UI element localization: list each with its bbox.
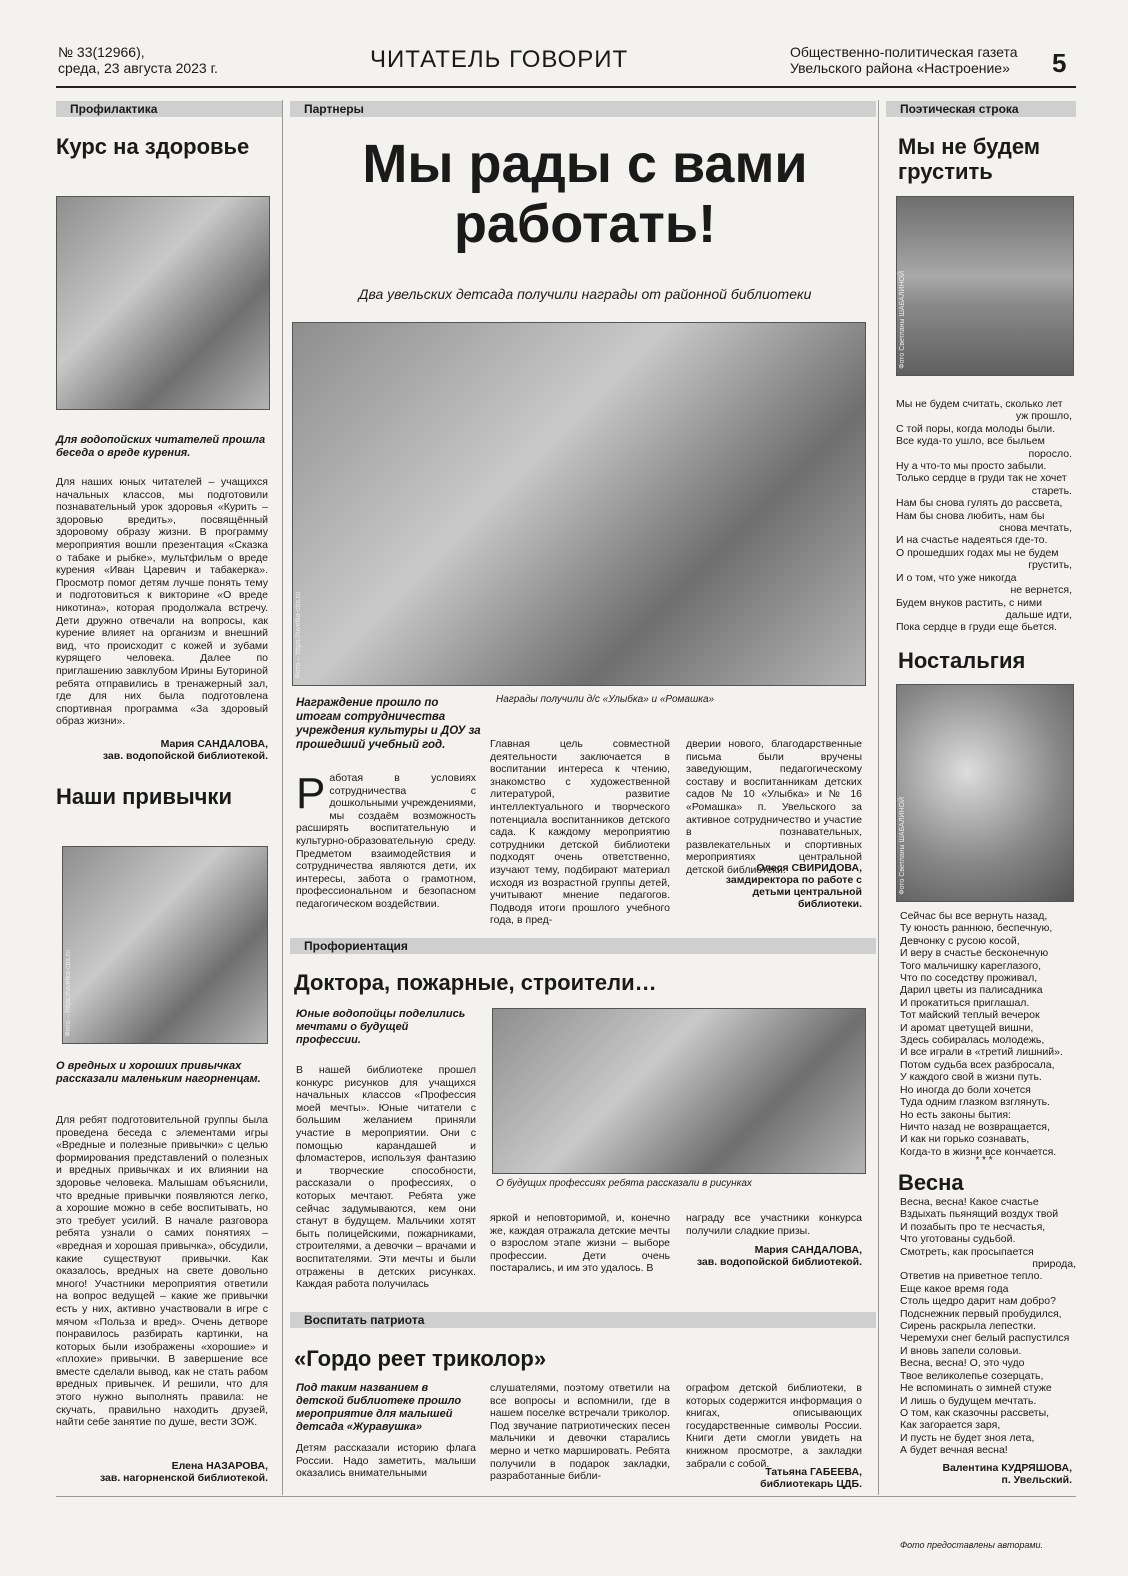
poem-line: Ничто назад не возвращается, bbox=[900, 1120, 1050, 1133]
poem-line: И о том, что уже никогда bbox=[896, 571, 1017, 584]
poem-line: И вновь запели соловьи. bbox=[900, 1344, 1022, 1357]
poem-line: Дарил цветы из палисадника bbox=[900, 984, 1043, 997]
issue-info bbox=[58, 44, 218, 76]
poem-not-sad bbox=[896, 398, 1072, 634]
article-lead-professions: Юные водопойцы поделились мечтами о будущей профессии. bbox=[296, 1008, 466, 1046]
poem-line: Но иногда до боли хочется bbox=[900, 1083, 1031, 1096]
page-rubric: ЧИТАТЕЛЬ ГОВОРИТ bbox=[370, 46, 629, 73]
poem-line: И прокатиться приглашал. bbox=[900, 996, 1030, 1009]
page-number: 5 bbox=[1052, 48, 1067, 78]
article-body-tricolor-2: слушателями, поэтому ответили на все вопросы и вспомнили, где в нашем поселке встречали триколор. Под звучание патриотических песен мальчики и девочки старались мерно и четко маршировать. Ребята получили в подарок закладки, разработанные библи- bbox=[490, 1382, 670, 1483]
article-title-tricolor: «Гордо реет триколор» bbox=[294, 1346, 547, 1371]
poem-line: Еще какое время года bbox=[900, 1282, 1009, 1295]
photo-drawings bbox=[492, 1008, 866, 1174]
article-title-professions: Доктора, пожарные, строители… bbox=[294, 970, 657, 995]
column-divider-right bbox=[878, 100, 879, 1495]
drop-cap: Р bbox=[296, 769, 326, 818]
poem-line: Что уготованы судьбой. bbox=[900, 1233, 1016, 1246]
signature-name: Валентина КУДРЯШОВА, bbox=[942, 1462, 1072, 1474]
poem-nostalgia bbox=[900, 910, 1076, 1158]
poem-line: Столь щедро дарит нам добро? bbox=[900, 1295, 1056, 1308]
photo-credit: Фото Светланы ШАБАЛИНОЙ bbox=[899, 271, 906, 369]
poem-line: О том, как сказочны рассветы, bbox=[900, 1406, 1050, 1419]
article-lead-health: Для водопойских читателей прошла беседа о вреде курения. bbox=[56, 434, 266, 459]
poem-line: Здесь собиралась молодежь, bbox=[900, 1034, 1045, 1047]
poem-separator: * * * bbox=[975, 1155, 993, 1166]
poem-line: И веру в счастье бесконечную bbox=[900, 947, 1049, 960]
poem-line: Мы не будем считать, сколько лет bbox=[896, 398, 1063, 410]
article-subtitle-partners: Два увельских детсада получили награды от районной библиотеки bbox=[358, 286, 812, 302]
signature-name: Мария САНДАЛОВА, bbox=[160, 738, 268, 750]
poem-line: И все играли в «третий лишний». bbox=[900, 1046, 1063, 1059]
poem-line: Смотреть, как просыпается bbox=[900, 1245, 1034, 1258]
photo-health-lesson bbox=[56, 196, 270, 410]
poem-line: снова мечтать, bbox=[999, 522, 1072, 535]
paper-line-1: Общественно-политическая газета bbox=[790, 44, 1018, 60]
body-text: аботая в условиях сотрудничества с дошкольными учреждениями, мы создаём возможность расширять воспитательную и культурно-образовательную среду. Предметом взаимодействия и сотрудничества являются дети, их интересы, забота о грамотном, профессиональном и безопасном педагогическом воздействии. bbox=[296, 772, 476, 910]
poem-line: Ну а что-то мы просто забыли. bbox=[896, 460, 1047, 473]
poem-title-not-sad: Мы не будем грустить bbox=[898, 134, 1041, 184]
article-body-professions-2: яркой и неповторимой, и, конечно же, каждая отражала детские мечты о взрослом этапе жизни – выборе профессии. Дети очень постарались, и им это удалось. В bbox=[490, 1212, 670, 1275]
poem-line: уж прошло, bbox=[1015, 410, 1072, 423]
poem-line: Все куда-то ушло, все быльем bbox=[896, 435, 1045, 448]
section-bar-partners: Партнеры bbox=[290, 101, 876, 117]
poem-line: поросло. bbox=[1028, 447, 1072, 460]
article-body-tricolor-1: Детям рассказали историю флага России. Надо заметить, малыши оказались внимательными bbox=[296, 1442, 476, 1480]
article-lead-habits: О вредных и хороших привычках рассказали маленьким нагорненцам. bbox=[56, 1060, 261, 1085]
poem-line: Ответив на приветное тепло. bbox=[900, 1270, 1043, 1283]
signature-poems bbox=[896, 1462, 1072, 1486]
paper-name bbox=[790, 44, 1018, 76]
signature-health bbox=[56, 738, 268, 762]
poem-line: стареть. bbox=[1031, 484, 1072, 497]
article-body-professions-3: награду все участники конкурса получили сладкие призы. bbox=[686, 1212, 862, 1237]
poem-line: природа, bbox=[1032, 1258, 1076, 1271]
poem-line: Подснежник первый пробудился, bbox=[900, 1307, 1062, 1320]
photo-award-ceremony bbox=[292, 322, 866, 686]
signature-role: замдиректора по работе с детьми центральной библиотеки. bbox=[725, 874, 862, 910]
photo-credit: Фото – https://uvelka-cbs.ru bbox=[295, 592, 302, 679]
poem-line: И позабыть про те несчастья, bbox=[900, 1220, 1046, 1233]
signature-partners bbox=[686, 862, 862, 910]
poem-line: И пусть не будет зноя лета, bbox=[900, 1431, 1035, 1444]
poem-line: Как загорается заря, bbox=[900, 1419, 1001, 1432]
poem-line: И аромат цветущей вишни, bbox=[900, 1021, 1034, 1034]
signature-place: п. Увельский. bbox=[1001, 1474, 1072, 1486]
column-divider-left bbox=[282, 100, 283, 1495]
section-bar-prevention: Профилактика bbox=[56, 101, 282, 117]
issue-date: среда, 23 августа 2023 г. bbox=[58, 60, 218, 76]
poem-line: Потом судьба всех разбросала, bbox=[900, 1058, 1055, 1071]
poem-title-spring: Весна bbox=[898, 1170, 964, 1195]
article-body-partners-1 bbox=[296, 769, 476, 911]
article-title-habits: Наши привычки bbox=[56, 784, 232, 809]
photo-credit: Фото – https://uvelka-cbs.ru bbox=[65, 950, 72, 1037]
signature-habits bbox=[56, 1460, 268, 1484]
section-bar-patriot: Воспитать патриота bbox=[290, 1312, 876, 1328]
poem-line: Черемухи снег белый распустился bbox=[900, 1332, 1070, 1345]
article-body-partners-3: дверии нового, благодарственные письма были вручены заведующим, педагогическому составу и воспитанникам детских садов № 10 «Улыбка» и № 16 «Ромашка» п. Увельского за активное сотрудничество и участие в познавательных, развлекательных и спортивных мероприятиях центральной детской библиотеки. bbox=[686, 738, 862, 876]
section-bar-poetry: Поэтическая строка bbox=[886, 101, 1076, 117]
poem-line: Твое великолепье созерцать, bbox=[900, 1369, 1044, 1382]
photo-credits-footer: Фото предоставлены авторами. bbox=[900, 1540, 1044, 1550]
poem-line: Не вспоминать о зимней стуже bbox=[900, 1382, 1052, 1395]
poem-line: Что по соседству проживал, bbox=[900, 972, 1038, 985]
poem-line: Весна, весна! Какое счастье bbox=[900, 1196, 1039, 1208]
signature-role: библиотекарь ЦДБ. bbox=[760, 1478, 862, 1490]
poem-line: Пока сердце в груди еще бьется. bbox=[896, 621, 1057, 634]
signature-role: зав. нагорненской библиотекой. bbox=[99, 1472, 268, 1484]
poem-spring bbox=[900, 1196, 1076, 1457]
signature-professions bbox=[686, 1244, 862, 1268]
paper-line-2: Увельского района «Настроение» bbox=[790, 60, 1010, 76]
poem-line: Но есть законы бытия: bbox=[900, 1108, 1011, 1121]
poem-line: Сейчас бы все вернуть назад, bbox=[900, 910, 1048, 922]
article-body-partners-2: Главная цель совместной деятельности заключается в воспитании интереса к чтению, знакомство с художественной литературой, развитие интеллектуального и творческого потенциала воспитанников детского сада. К каждому мероприятию сотрудники детской библиотеки подходят очень ответственно, изучают тему, подбирают материал исходя из возрастной группы детей, учитывают мнение педагогов. Подводя итоги прошлого учебного года, в пред- bbox=[490, 738, 670, 927]
article-title-partners: Мы рады с вами работать! bbox=[362, 134, 808, 254]
header-rule bbox=[56, 86, 1076, 88]
poem-line: А будет вечная весна! bbox=[900, 1444, 1008, 1457]
poem-line: Нам бы снова гулять до рассвета, bbox=[896, 497, 1063, 510]
signature-tricolor bbox=[686, 1466, 862, 1490]
poem-line: О прошедших годах мы не будем bbox=[896, 546, 1059, 559]
poem-line: Тот майский теплый вечерок bbox=[900, 1009, 1040, 1022]
poem-line: Когда-то в жизни все кончается. bbox=[900, 1145, 1057, 1158]
photo-caption-drawings: О будущих профессиях ребята рассказали в рисунках bbox=[496, 1178, 752, 1189]
photo-blossoms bbox=[896, 684, 1074, 902]
article-body-habits: Для ребят подготовительной группы была проведена беседа с элементами игры «Вредные и полезные привычки» с целью формирования представлений о полезных и вредных привычках и их влиянии на здоровье человека. Малышам объяснили, что вредные привычки появляются легко, а хорошие можно в себе воспитывать, но это требует усилий. В начале разговора ребята узнали о самих понятиях – «вредная и хорошая привычка», обсудили, какие существуют привычки. Как оказалось, вредных на свете довольно много! Участники мероприятия ответили на вопрос ведущей – какие же привычки есть у них, активно участвовали в игре с мячом «Польза и вред». Очень детворе понравилось разбирать картинки, на которых были изображены «хорошие» и «плохие» привычки. В завершение все вместе сделали вывод, как не стать рабом вредных привычек. И решили, что для этого нужно выполнять правила: не скучать, правильно находить друзей, найти себе занятие по душе, вести ЗОЖ. bbox=[56, 1114, 268, 1429]
signature-name: Татьяна ГАБЕЕВА, bbox=[765, 1466, 862, 1478]
photo-caption-award: Награды получили д/с «Улыбка» и «Ромашка» bbox=[496, 694, 715, 705]
poem-line: Только сердце в груди так не хочет bbox=[896, 472, 1067, 485]
poem-line: Сирень раскрыла лепестки. bbox=[900, 1320, 1037, 1333]
section-bar-career: Профориентация bbox=[290, 938, 876, 954]
poem-line: И на счастье надеяться где-то. bbox=[896, 534, 1048, 547]
poem-line: Туда одним глазком взглянуть. bbox=[900, 1096, 1051, 1109]
poem-line: Ту юность раннюю, беспечную, bbox=[900, 922, 1053, 935]
signature-name: Мария САНДАЛОВА, bbox=[754, 1244, 862, 1256]
poem-line: Вздыхать пьянящий воздух твой bbox=[900, 1208, 1059, 1221]
signature-name: Елена НАЗАРОВА, bbox=[171, 1460, 268, 1472]
poem-line: Будем внуков растить, с ними bbox=[896, 596, 1042, 609]
poem-line: грустить, bbox=[1028, 559, 1072, 572]
poem-line: Того мальчишку кареглазого, bbox=[900, 959, 1042, 972]
poem-line: не вернется, bbox=[1010, 584, 1072, 597]
photo-field-sky bbox=[896, 196, 1074, 376]
signature-role: зав. водопойской библиотекой. bbox=[696, 1256, 862, 1268]
poem-line: И лишь о будущем мечтать. bbox=[900, 1394, 1037, 1407]
article-body-health: Для наших юных читателей – учащихся начальных классов, мы подготовили познавательный урок здоровья «Курить – здоровью вредить», посвящённый здоровому образу жизни. В программу мероприятия вошли презентация «Сказка о табаке и рыбке», мультфильм о вреде курения «Иван Царевич и табакерка». Просмотр помог детям лучше понять тему и подготовиться к викторине «О вреде никотина», которая продолжала встречу. Дети дружно отвечали на вопросы, как курение влияет на организм и внешний вид, что происходит с кожей и зубами курящего человека. Далее по приглашению завклубом Ирины Буториной ребята отправились в тренажерный зал, где для них была подготовлена спортивная программа «За здоровый образ жизни». bbox=[56, 476, 268, 728]
poem-line: Весна, весна! О, это чудо bbox=[900, 1357, 1025, 1370]
photo-credit: Фото Светланы ШАБАЛИНОЙ bbox=[899, 797, 906, 895]
signature-name: Олеся СВИРИДОВА, bbox=[756, 862, 862, 874]
poem-line: С той поры, когда молоды были. bbox=[896, 422, 1056, 435]
poem-line: дальше идти, bbox=[1005, 608, 1072, 621]
poem-title-nostalgia: Ностальгия bbox=[898, 648, 1026, 673]
article-body-professions-1: В нашей библиотеке прошел конкурс рисунков для учащихся начальных классов «Профессия моей мечты». Юные читатели с большим желанием приняли участие в мероприятии. Они с помощью карандашей и фломастеров, используя фантазию и творческие способности, рассказали о профессиях, о которых мечтают. Ребята уже сейчас задумываются, кем они станут в будущем. Мальчики хотят быть полицейскими, пожарниками, строителями, а девочки – врачами и воспитателями. Эти мечты и были отражены в детских рисунках. Каждая работа получилась bbox=[296, 1064, 476, 1291]
issue-number: № 33(12966), bbox=[58, 44, 145, 60]
signature-role: зав. водопойской библиотекой. bbox=[102, 750, 268, 762]
footer-rule bbox=[56, 1496, 1076, 1497]
article-lead-tricolor: Под таким названием в детской библиотеке прошло мероприятие для малышей детсада «Журавушка» bbox=[296, 1382, 462, 1433]
photo-children-habits bbox=[62, 846, 268, 1044]
article-title-health: Курс на здоровье bbox=[56, 134, 250, 159]
poem-line: Девчонку с русою косой, bbox=[900, 934, 1020, 947]
poem-line: У каждого свой в жизни путь. bbox=[900, 1071, 1042, 1084]
article-lead-partners: Награждение прошло по итогам сотрудничества учреждения культуры и ДОУ за прошедший учебный год. bbox=[296, 697, 481, 751]
poem-line: И как ни горько сознавать, bbox=[900, 1133, 1030, 1146]
article-body-tricolor-3: ографом детской библиотеки, в которых содержится информация о книгах, описывающих государственные символы России. Книги дети смогли увидеть на книжном просмотре, а закладки забрали с собой. bbox=[686, 1382, 862, 1470]
poem-line: Нам бы снова любить, нам бы bbox=[896, 509, 1045, 522]
